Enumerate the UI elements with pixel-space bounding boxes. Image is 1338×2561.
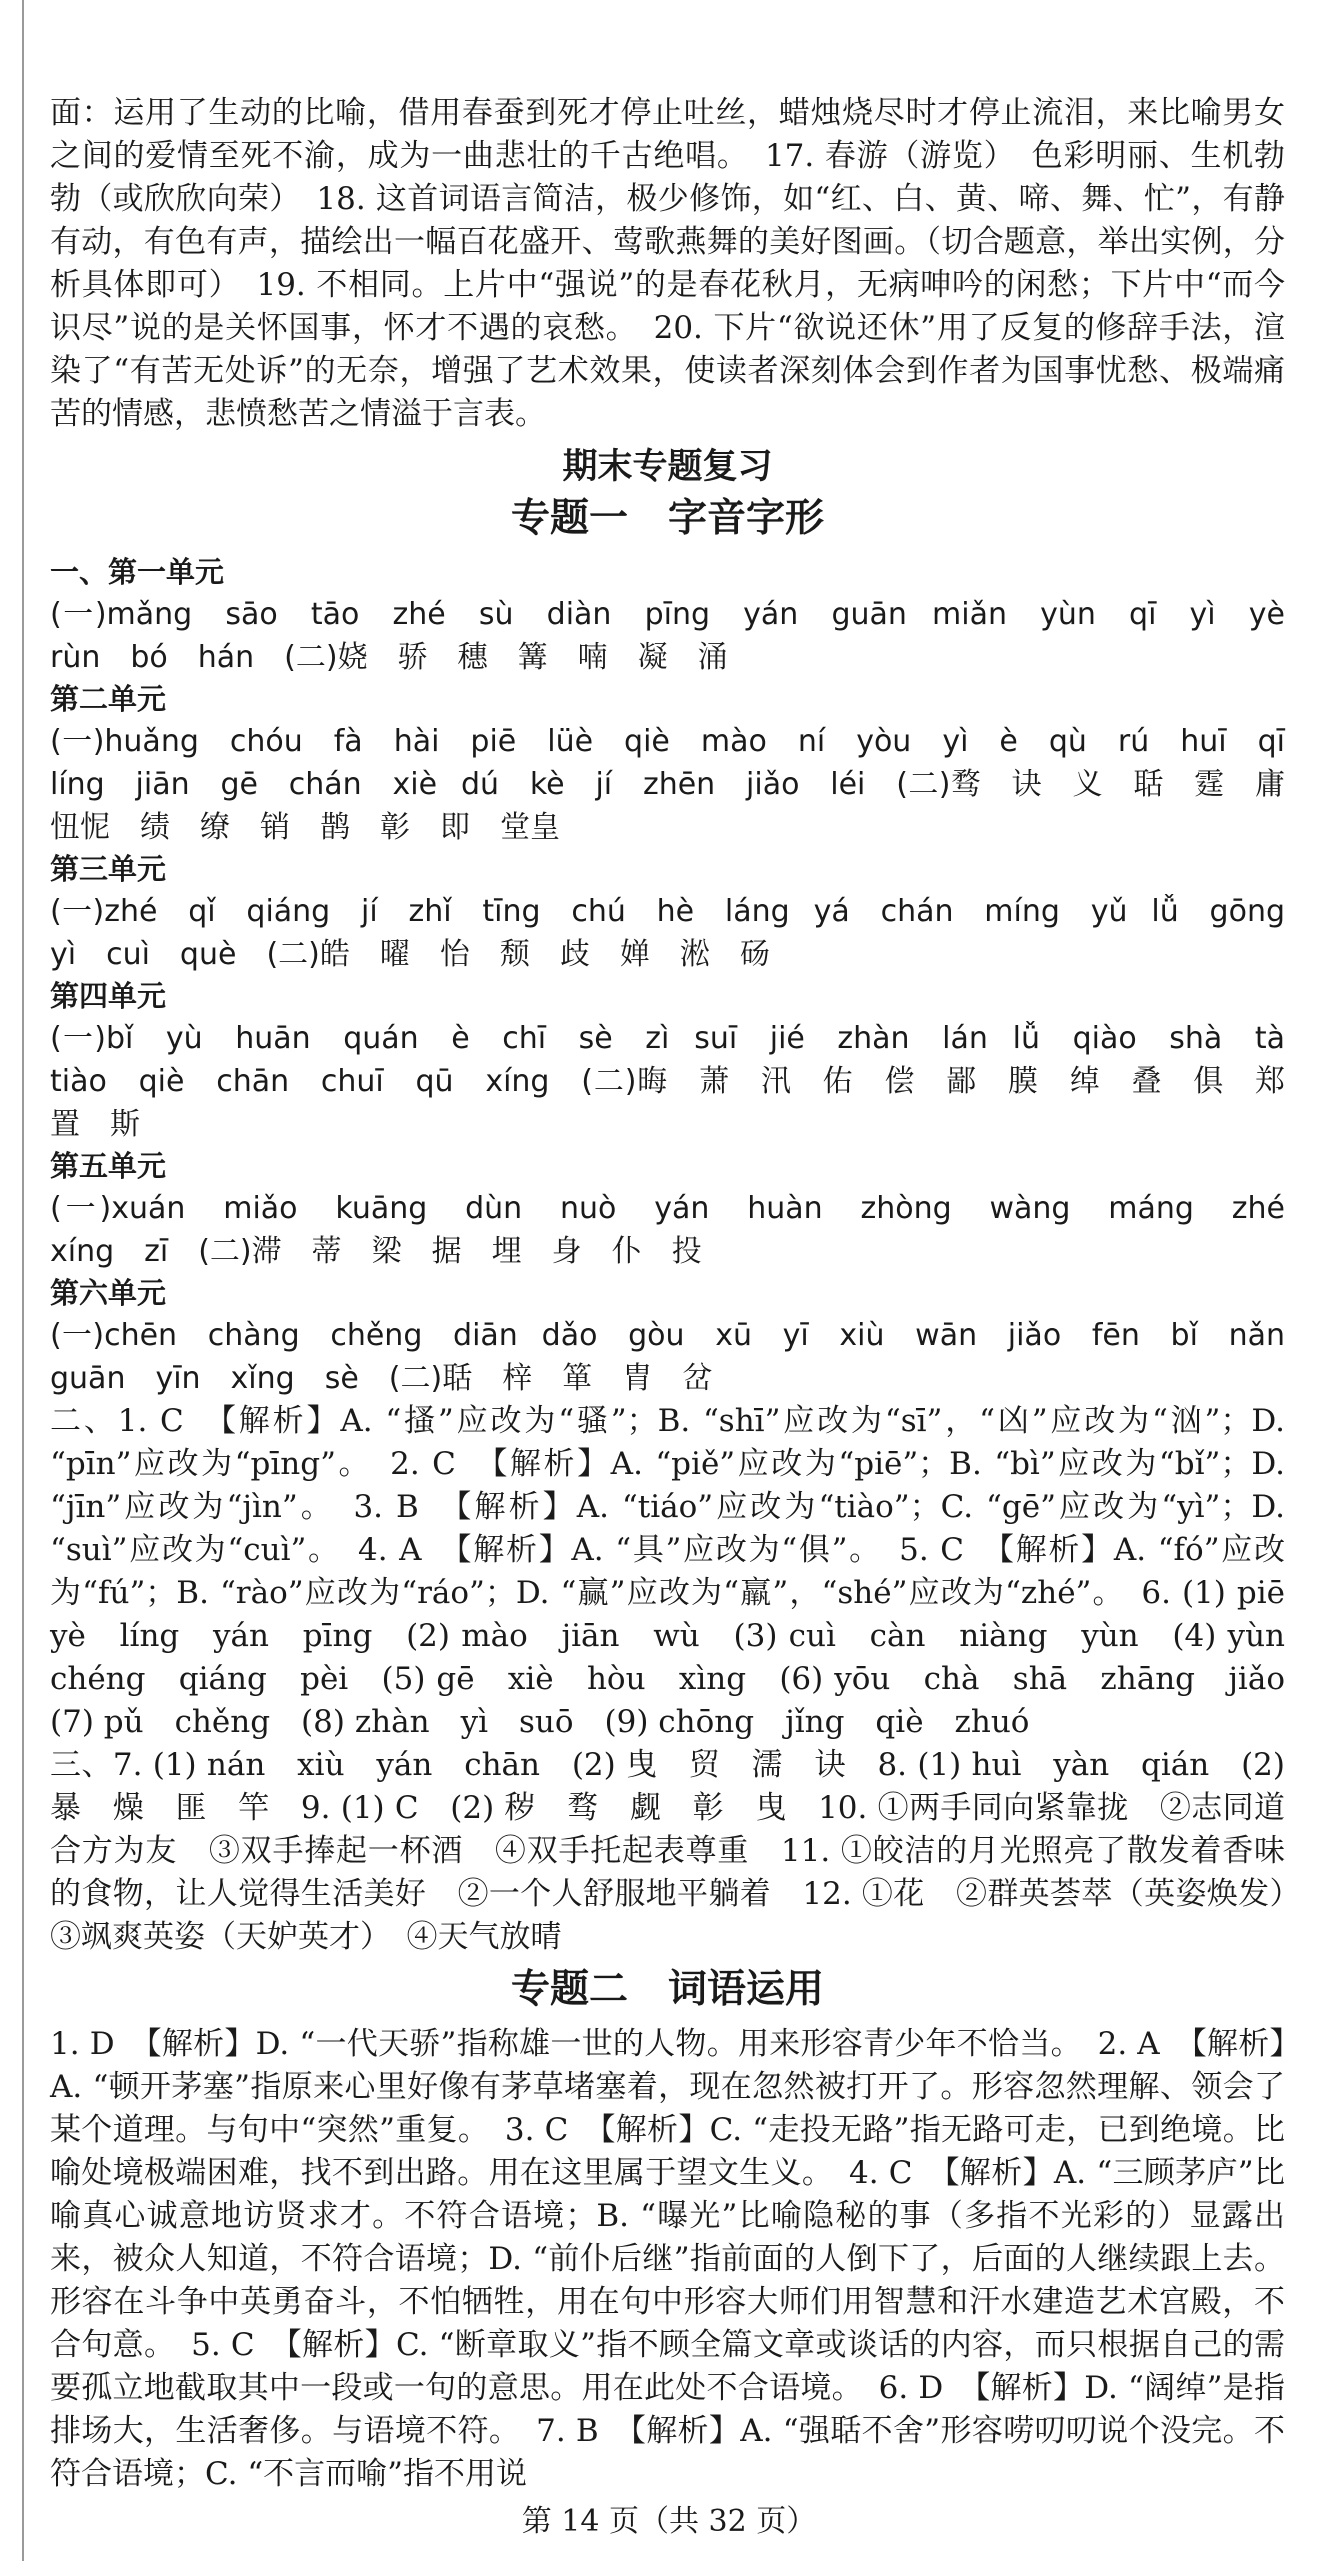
unit6-answers: (一)chēn chàng chěng diān dǎo gòu xū yī xiù wān jiǎo fēn bǐ nǎn guān yīn xǐng sè (二)聒 梓 箪 胄 岔 xyxy=(50,1318,1315,1396)
unit5-heading: 第五单元 xyxy=(50,1149,167,1183)
topic1-title-name: 字音字形 xyxy=(668,496,825,541)
page-footer: 第 14 页（共 32 页） xyxy=(521,2504,817,2539)
topic2-title xyxy=(50,1963,1285,2017)
margin-rule xyxy=(22,0,24,2561)
topic1-title-number: 专题一 xyxy=(510,496,628,541)
unit1-answers: (一)mǎng sāo tāo zhé sù diàn pīng yán guān miǎn yùn qī yì yè rùn bó hán (二)娆 骄 穗 篝 喃 凝 涌 xyxy=(50,597,1315,675)
topic1-part2-answers: 二、1. C 【解析】A. “搔”应改为“骚”；B. “shī”应改为“sī”，“凶”应改为“汹”；D. “pīn”应改为“pīng”。 2. C 【解析】A. “piě”应改为“piē”；B. “bì”应改为“bǐ”；D. “jīn”应改为“jìn”。 3. B 【解析】A. “tiáo”应改为“tiào”；C. “gē”应改为“yì”；D. “suì”应改为“cuì”。 4. A 【解析】A. “具”应改为“俱”。 5. C 【解析】A. “fó”应改为“fú”；B. “rào”应改为“ráo”；D. “赢”应改为“羸”，“shé”应改为“zhé”。 6. (1) piē yè líng yán pīng (2) mào jiān wù (3) cuì càn niàng yùn (4) yùn chéng qiáng pèi (5) gē xiè hòu xìng (6) yōu chà shā zhāng jiǎo (7) pǔ chěng (8) zhàn yì suō (9) chōng jǐng qiè zhuó xyxy=(50,1403,1316,1740)
topic2-answers: 1. D 【解析】D. “一代天骄”指称雄一世的人物。用来形容青少年不恰当。 2. A 【解析】A. “顿开茅塞”指原来心里好像有茅草堵塞着，现在忽然被打开了。形容忽然理解、领会了某个道理。与句中“突然”重复。 3. C 【解析】C. “走投无路”指无路可走，已到绝境。比喻处境极端困难，找不到出路。用在这里属于望文生义。 4. C 【解析】A. “三顾茅庐”比喻真心诚意地访贤求才。不符合语境；B. “曝光”比喻隐秘的事（多指不光彩的）显露出来，被众人知道，不符合语境；D. “前仆后继”指前面的人倒下了，后面的人继续跟上去。形容在斗争中英勇奋斗，不怕牺牲，用在句中形容大师们用智慧和汗水建造艺术宫殿，不合句意。 5. C 【解析】C. “断章取义”指不顾全篇文章或谈话的内容，而只根据自己的需要孤立地截取其中一段或一句的意思。用在此处不合语境。 6. D 【解析】D. “阔绰”是指排场大，生活奢侈。与语境不符。 7. B 【解析】A. “强聒不舍”形容唠叨叨说个没完。不符合语境；C. “不言而喻”指不用说 xyxy=(50,2026,1285,2492)
unit2-answers: (一)huǎng chóu fà hài piē lüè qiè mào ní yòu yì è qù rú huī qī líng jiān gē chán xiè dú kè jí zhēn jiǎo léi (二)骛 诀 义 聒 霆 庸 忸怩 绩 缭 销 鹊 彰 即 堂皇 xyxy=(50,724,1315,845)
topic1-title xyxy=(50,492,1285,546)
topic1-part1-heading: 一、第一单元 xyxy=(50,555,225,589)
unit4-answers: (一)bǐ yù huān quán è chī sè zì suī jié zhàn lán lǚ qiào shà tà tiào qiè chān chuī qū xíng (二)晦 萧 汛 佑 偿 鄙 膜 绰 叠 俱 郑 置 斯 xyxy=(50,1021,1315,1142)
unit3-heading: 第三单元 xyxy=(50,852,167,886)
answer-page xyxy=(50,92,1316,2496)
unit4-heading: 第四单元 xyxy=(50,979,167,1013)
unit6-heading: 第六单元 xyxy=(50,1276,167,1310)
topic2-title-name: 词语运用 xyxy=(668,1967,825,2012)
unit2-heading: 第二单元 xyxy=(50,682,167,716)
topic2-title-number: 专题二 xyxy=(510,1967,628,2012)
section-title: 期末专题复习 xyxy=(562,446,773,487)
unit3-answers: (一)zhé qǐ qiáng jí zhǐ tīng chú hè láng yá chán míng yǔ lǚ gōng yì cuì què (二)皓 曜 怡 颓 歧 婵 淞 砀 xyxy=(50,894,1315,972)
intro-paragraph: 面：运用了生动的比喻，借用春蚕到死才停止吐丝，蜡烛烧尽时才停止流泪，来比喻男女之间的爱情至死不渝，成为一曲悲壮的千古绝唱。 17. 春游（游览） 色彩明丽、生机勃勃（或欣欣向荣） 18. 这首词语言简洁，极少修饰，如“红、白、黄、啼、舞、忙”，有静有动，有色有声，描绘出一幅百花盛开、莺歌燕舞的美好图画。（切合题意，举出实例，分析具体即可） 19. 不相同。上片中“强说”的是春花秋月，无病呻吟的闲愁；下片中“而今识尽”说的是关怀国事，怀才不遇的哀愁。 20. 下片“欲说还休”用了反复的修辞手法，渲染了“有苦无处诉”的无奈，增强了艺术效果，使读者深刻体会到作者为国事忧愁、极端痛苦的情感，悲愤愁苦之情溢于言表。 xyxy=(50,95,1285,432)
unit5-answers: (一)xuán miǎo kuāng dùn nuò yán huàn zhòng wàng máng zhé xíng zī (二)滞 蒂 梁 据 埋 身 仆 投 xyxy=(50,1191,1315,1269)
topic1-part3-answers: 三、7. (1) nán xiù yán chān (2) 曳 贸 濡 诀 8. (1) huì yàn qián (2) 暴 燥 匪 竿 9. (1) C (2) 秽 骛 觑 彰 曳 10. ①两手同向紧靠拢 ②志同道合方为友 ③双手捧起一杯酒 ④双手托起表尊重 11. ①皎洁的月光照亮了散发着香味的食物，让人觉得生活美好 ②一个人舒服地平躺着 12. ①花 ②群英荟萃（英姿焕发） ③飒爽英姿（天妒英才） ④天气放晴 xyxy=(50,1747,1316,1955)
